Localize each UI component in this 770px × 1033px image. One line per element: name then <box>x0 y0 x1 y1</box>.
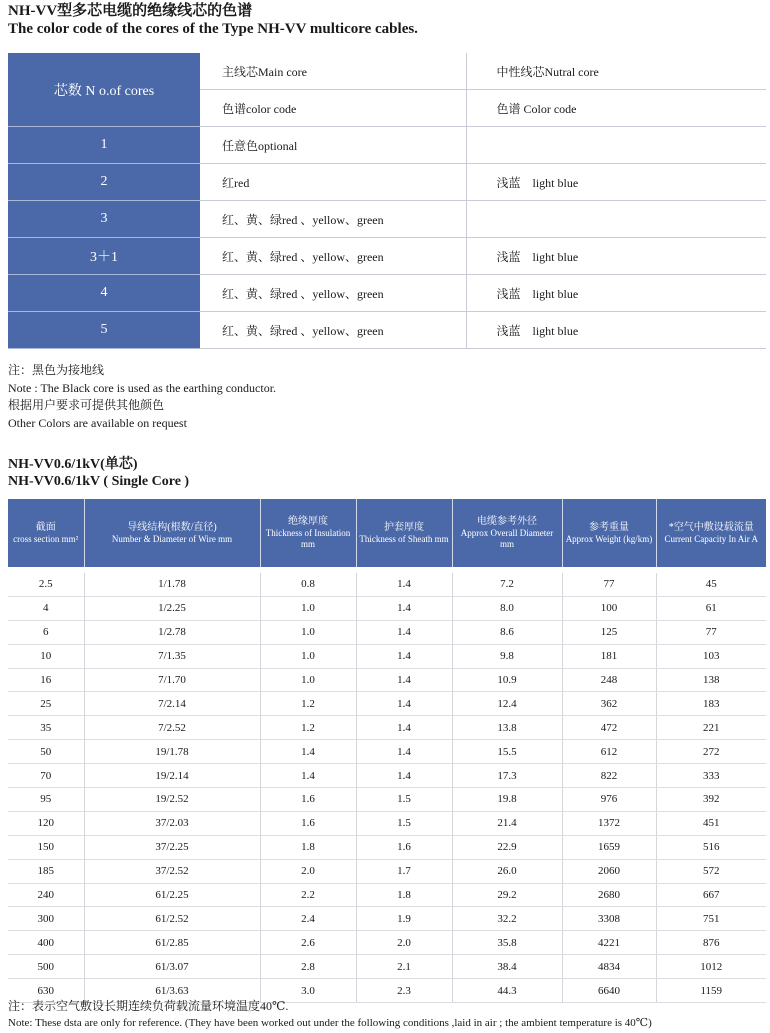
spec-cell: 1.0 <box>260 668 356 692</box>
spec-cell: 1.0 <box>260 596 356 620</box>
spec-header-zh: 截面 <box>35 521 56 533</box>
spec-cell: 1.5 <box>356 788 452 812</box>
spec-cell: 12.4 <box>452 692 562 716</box>
cores-label: 芯数 N o.of cores <box>8 53 200 127</box>
spec-cell: 19/2.14 <box>84 764 260 788</box>
spec-cell: 1.0 <box>260 644 356 668</box>
spec-cell: 138 <box>656 668 766 692</box>
spec-row <box>8 668 766 692</box>
spec-cell: 1/2.78 <box>84 620 260 644</box>
spec-header-en: Approx Overall Diameter mm <box>460 528 554 549</box>
spec-header-en: Approx Weight (kg/km) <box>565 533 653 544</box>
spec-row <box>8 955 766 979</box>
spec-cell: 2.6 <box>260 931 356 955</box>
spec-cell: 10.9 <box>452 668 562 692</box>
spec-cell: 2.2 <box>260 883 356 907</box>
spec-cell: 1.4 <box>356 740 452 764</box>
spec-cell: 1/1.78 <box>84 573 260 596</box>
spec-cell: 2.8 <box>260 955 356 979</box>
main-color-cell: 任意色optional <box>200 127 466 164</box>
spec-cell: 77 <box>656 620 766 644</box>
color-code-title-zh: NH-VV型多芯电缆的绝缘线芯的色谱 <box>8 3 253 19</box>
neutral-color-cell <box>466 164 766 201</box>
cores-cell: 2 <box>8 164 200 201</box>
spec-cell: 1.4 <box>356 620 452 644</box>
spec-cell: 120 <box>8 811 84 835</box>
spec-cell: 37/2.03 <box>84 811 260 835</box>
spec-header-zh: 护套厚度 <box>384 521 424 533</box>
spec-header-zh: 绝缘厚度 <box>288 516 328 527</box>
neutral-color-zh: 浅蓝 <box>496 286 521 301</box>
spec-header-cell <box>356 499 452 567</box>
note-other-colors-zh: 根据用户要求可提供其他颜色 <box>8 398 165 412</box>
spec-cell: 7.2 <box>452 573 562 596</box>
spec-row <box>8 620 766 644</box>
spec-cell: 7/2.14 <box>84 692 260 716</box>
spec-header-cell <box>656 499 766 567</box>
spec-cell: 6 <box>8 620 84 644</box>
spec-cell: 32.2 <box>452 907 562 931</box>
cores-cell: 3 <box>8 201 200 238</box>
color-table-row <box>8 127 766 164</box>
spec-row <box>8 692 766 716</box>
neutral-color-cell <box>466 312 766 349</box>
spec-cell: 6640 <box>562 979 656 1003</box>
neutral-color-cell <box>466 238 766 275</box>
spec-cell: 751 <box>656 907 766 931</box>
spec-cell: 572 <box>656 859 766 883</box>
spec-header-en: cross section mm² <box>13 533 79 544</box>
spec-cell: 333 <box>656 764 766 788</box>
spec-cell: 4221 <box>562 931 656 955</box>
spec-cell: 61/2.85 <box>84 931 260 955</box>
spec-cell: 1/2.25 <box>84 596 260 620</box>
spec-header-en: Thickness of Sheath mm <box>359 533 449 544</box>
spec-cell: 44.3 <box>452 979 562 1003</box>
spec-cell: 3308 <box>562 907 656 931</box>
spec-cell: 221 <box>656 716 766 740</box>
spec-row <box>8 716 766 740</box>
spec-header-zh: 导线结构(根数/直径) <box>127 521 217 533</box>
spec-cell: 362 <box>562 692 656 716</box>
spec-cell: 0.8 <box>260 573 356 596</box>
main-color-code-header: 色谱color code <box>200 90 466 127</box>
color-code-title-en: The color code of the cores of the Type NH-VV multicore cables. <box>8 21 418 37</box>
spec-cell: 10 <box>8 644 84 668</box>
spec-cell: 1.8 <box>356 883 452 907</box>
spec-cell: 61/2.25 <box>84 883 260 907</box>
spec-cell: 400 <box>8 931 84 955</box>
spec-header-en: Thickness of Insulation mm <box>265 528 351 549</box>
spec-row <box>8 573 766 596</box>
spec-row <box>8 835 766 859</box>
spec-cell: 35 <box>8 716 84 740</box>
spec-cell: 181 <box>562 644 656 668</box>
spec-cell: 1.8 <box>260 835 356 859</box>
spec-cell: 1.4 <box>356 764 452 788</box>
spec-cell: 1.4 <box>356 692 452 716</box>
spec-cell: 272 <box>656 740 766 764</box>
spec-cell: 500 <box>8 955 84 979</box>
spec-cell: 183 <box>656 692 766 716</box>
footnote-en: Note: These dsta are only for reference. (They have been worked out under the following conditions ,laid in air ; the ambient temperature is 40℃) <box>8 1017 652 1029</box>
spec-cell: 37/2.25 <box>84 835 260 859</box>
neutral-color-zh: 浅蓝 <box>496 323 521 338</box>
spec-cell: 1.6 <box>260 811 356 835</box>
spec-cell: 100 <box>562 596 656 620</box>
spec-cell: 25 <box>8 692 84 716</box>
spec-cell: 37/2.52 <box>84 859 260 883</box>
spec-cell: 38.4 <box>452 955 562 979</box>
spec-cell: 21.4 <box>452 811 562 835</box>
neutral-color-zh: 浅蓝 <box>496 249 521 264</box>
spec-cell: 8.0 <box>452 596 562 620</box>
neutral-color-cell <box>466 275 766 312</box>
spec-cell: 15.5 <box>452 740 562 764</box>
spec-header-en: Current Capacity In Air A <box>664 533 758 544</box>
spec-cell: 667 <box>656 883 766 907</box>
color-code-table <box>8 53 766 349</box>
color-table-header-row <box>8 53 766 90</box>
spec-cell: 2.0 <box>260 859 356 883</box>
spec-row <box>8 811 766 835</box>
spec-row <box>8 931 766 955</box>
spec-cell: 125 <box>562 620 656 644</box>
spec-header-row <box>8 499 766 567</box>
spec-cell: 1012 <box>656 955 766 979</box>
neutral-core-header: 中性线芯Nutral core <box>466 53 766 90</box>
spec-cell: 612 <box>562 740 656 764</box>
neutral-color-cell <box>466 127 766 164</box>
spec-cell: 976 <box>562 788 656 812</box>
spec-cell: 35.8 <box>452 931 562 955</box>
spec-cell: 70 <box>8 764 84 788</box>
spec-cell: 1.5 <box>356 811 452 835</box>
spec-header-cell <box>8 499 84 567</box>
note-other-colors-en: Other Colors are available on request <box>8 416 187 430</box>
spec-header-cell <box>562 499 656 567</box>
spec-cell: 19.8 <box>452 788 562 812</box>
spec-row <box>8 644 766 668</box>
spec-cell: 1.4 <box>356 644 452 668</box>
spec-cell: 472 <box>562 716 656 740</box>
spec-cell: 7/1.70 <box>84 668 260 692</box>
main-color-cell: 红、黄、绿red 、yellow、green <box>200 201 466 238</box>
spec-cell: 2060 <box>562 859 656 883</box>
spec-row <box>8 764 766 788</box>
spec-cell: 185 <box>8 859 84 883</box>
color-table-row <box>8 275 766 312</box>
color-table-row <box>8 312 766 349</box>
spec-header-cell <box>452 499 562 567</box>
spec-cell: 103 <box>656 644 766 668</box>
spec-table <box>8 499 766 1003</box>
spec-cell: 1.2 <box>260 716 356 740</box>
color-table-row <box>8 164 766 201</box>
cores-cell: 1 <box>8 127 200 164</box>
main-color-cell: 红red <box>200 164 466 201</box>
spec-cell: 392 <box>656 788 766 812</box>
spec-cell: 8.6 <box>452 620 562 644</box>
spec-cell: 61/3.63 <box>84 979 260 1003</box>
spec-cell: 7/1.35 <box>84 644 260 668</box>
spec-cell: 22.9 <box>452 835 562 859</box>
spec-row <box>8 740 766 764</box>
spec-cell: 17.3 <box>452 764 562 788</box>
spec-cell: 29.2 <box>452 883 562 907</box>
spec-header-zh: *空气中敷设载流量 <box>668 521 754 533</box>
spec-cell: 248 <box>562 668 656 692</box>
spec-cell: 150 <box>8 835 84 859</box>
main-core-header: 主线芯Main core <box>200 53 466 90</box>
color-table-row <box>8 201 766 238</box>
spec-cell: 45 <box>656 573 766 596</box>
spec-cell: 1.7 <box>356 859 452 883</box>
spec-cell: 2.5 <box>8 573 84 596</box>
single-core-title-en: NH-VV0.6/1kV ( Single Core ) <box>8 474 190 489</box>
spec-row <box>8 596 766 620</box>
spec-cell: 26.0 <box>452 859 562 883</box>
spec-cell: 61/3.07 <box>84 955 260 979</box>
spec-header-zh: 参考重量 <box>589 521 629 533</box>
color-table-row <box>8 238 766 275</box>
spec-cell: 1.4 <box>356 596 452 620</box>
spec-cell: 1.4 <box>356 573 452 596</box>
spec-cell: 77 <box>562 573 656 596</box>
spec-cell: 630 <box>8 979 84 1003</box>
spec-cell: 2.1 <box>356 955 452 979</box>
spec-cell: 2.4 <box>260 907 356 931</box>
spec-cell: 2.3 <box>356 979 452 1003</box>
spec-cell: 1.4 <box>260 740 356 764</box>
main-color-cell: 红、黄、绿red 、yellow、green <box>200 275 466 312</box>
spec-cell: 61/2.52 <box>84 907 260 931</box>
spec-cell: 9.8 <box>452 644 562 668</box>
spec-header-cell <box>260 499 356 567</box>
spec-cell: 1.4 <box>260 764 356 788</box>
main-color-cell: 红、黄、绿red 、yellow、green <box>200 238 466 275</box>
cores-cell: 4 <box>8 275 200 312</box>
spec-cell: 61 <box>656 596 766 620</box>
spec-cell: 19/2.52 <box>84 788 260 812</box>
spec-row <box>8 907 766 931</box>
spec-cell: 2.0 <box>356 931 452 955</box>
neutral-color-en: light blue <box>532 175 579 190</box>
spec-cell: 1.6 <box>356 835 452 859</box>
spec-cell: 1.4 <box>356 668 452 692</box>
spec-cell: 300 <box>8 907 84 931</box>
spec-cell: 2680 <box>562 883 656 907</box>
spec-cell: 876 <box>656 931 766 955</box>
spec-row <box>8 883 766 907</box>
spec-cell: 95 <box>8 788 84 812</box>
spec-cell: 1659 <box>562 835 656 859</box>
spec-cell: 1159 <box>656 979 766 1003</box>
cores-cell: 5 <box>8 312 200 349</box>
spec-cell: 822 <box>562 764 656 788</box>
spec-header-zh: 电缆参考外径 <box>477 516 537 527</box>
spec-cell: 1.6 <box>260 788 356 812</box>
neutral-color-en: light blue <box>532 286 579 301</box>
main-color-cell: 红、黄、绿red 、yellow、green <box>200 312 466 349</box>
spec-cell: 7/2.52 <box>84 716 260 740</box>
neutral-color-en: light blue <box>532 249 579 264</box>
note-earthing-en: Note : The Black core is used as the earthing conductor. <box>8 381 277 395</box>
neutral-color-zh: 浅蓝 <box>496 175 521 190</box>
spec-cell: 1.0 <box>260 620 356 644</box>
spec-cell: 240 <box>8 883 84 907</box>
cores-cell: 3＋1 <box>8 238 200 275</box>
footnote-zh: 注：表示空气敷设长期连续负荷载流量环境温度40℃. <box>8 999 289 1013</box>
spec-header-en: Number & Diameter of Wire mm <box>111 533 233 544</box>
spec-cell: 1372 <box>562 811 656 835</box>
spec-cell: 19/1.78 <box>84 740 260 764</box>
spec-cell: 16 <box>8 668 84 692</box>
neutral-color-cell <box>466 201 766 238</box>
single-core-title-zh: NH-VV0.6/1kV(单芯) <box>8 457 138 472</box>
spec-header-cell <box>84 499 260 567</box>
spec-row <box>8 788 766 812</box>
spec-cell: 1.9 <box>356 907 452 931</box>
spec-cell: 3.0 <box>260 979 356 1003</box>
spec-cell: 451 <box>656 811 766 835</box>
spec-cell: 1.4 <box>356 716 452 740</box>
spec-cell: 516 <box>656 835 766 859</box>
neutral-color-code-header: 色谱 Color code <box>466 90 766 127</box>
spec-cell: 50 <box>8 740 84 764</box>
spec-row <box>8 859 766 883</box>
spec-cell: 13.8 <box>452 716 562 740</box>
note-earthing-zh: 注：黑色为接地线 <box>8 363 105 377</box>
spec-cell: 1.2 <box>260 692 356 716</box>
neutral-color-en: light blue <box>532 323 579 338</box>
spec-cell: 4 <box>8 596 84 620</box>
spec-cell: 4834 <box>562 955 656 979</box>
